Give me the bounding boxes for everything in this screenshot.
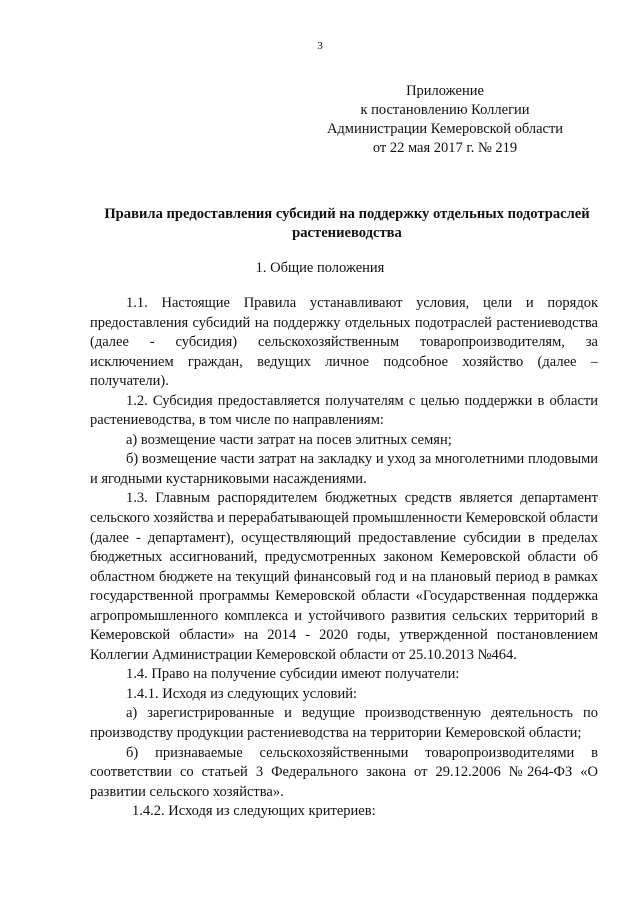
appendix-line: Администрации Кемеровской области <box>326 121 564 137</box>
paragraph: а) возмещение части затрат на посев элитных семян; <box>126 431 452 448</box>
document-body <box>90 294 598 822</box>
paragraph: 1.4. Право на получение субсидии имеют получатели: <box>126 666 460 683</box>
paragraph: 1.3. Главным распорядителем бюджетных средств является департамент сельского хозяйства и перерабатывающей промышленности Кемеровской области (далее - департамент), осуществляющий предоставление субсидии в пределах бюджетных ассигнований, предусмотренных законом Кемеровской области об областном бюджете на текущий финансовый год и на плановый период в рамках государственной программы Кемеровской области «Государственная поддержка агропромышленного комплекса и устойчивого развития сельских территорий в Кемеровской области» на 2014 - 2020 годы, утвержденной постановлением Коллегии Администрации Кемеровской области от 25.10.2013 №464. <box>90 490 598 663</box>
paragraph: 1.2. Субсидия предоставляется получателям с целью поддержки в области растениеводства, в том числе по направлениям: <box>90 392 598 429</box>
paragraph: б) признаваемые сельскохозяйственными товаропроизводителями в соответствии со статьей 3 Федерального закона от 29.12.2006 №264-ФЗ «О развитии сельского хозяйства». <box>90 744 598 800</box>
title-line: Правила предоставления субсидий на поддержку отдельных подотраслей <box>104 206 590 222</box>
appendix-line: Приложение <box>406 83 484 99</box>
page-number: 3 <box>317 40 323 52</box>
section-heading: 1. Общие положения <box>255 260 385 276</box>
paragraph: 1.4.1. Исходя из следующих условий: <box>126 685 358 702</box>
paragraph: 1.1. Настоящие Правила устанавливают условия, цели и порядок предоставления субсидий на поддержку отдельных подотраслей растениеводства (далее - субсидия) сельскохозяйственным товаропроизводителям, за исключением граждан, ведущих личное подсобное хозяйство (далее – получатели). <box>90 295 598 390</box>
appendix-line: от 22 мая 2017 г. № 219 <box>372 140 518 156</box>
appendix-block <box>300 82 590 158</box>
title-line: растениеводства <box>292 225 402 241</box>
paragraph: 1.4.2. Исходя из следующих критериев: <box>132 803 376 820</box>
paragraph: б) возмещение части затрат на закладку и уход за многолетними плодовыми и ягодными кустарниковыми насаждениями. <box>90 451 598 487</box>
paragraph: а) зарегистрированные и ведущие производственную деятельность по производству продукции растениеводства на территории Кемеровской области; <box>90 705 598 742</box>
appendix-line: к постановлению Коллегии <box>360 102 530 118</box>
document-title <box>90 205 604 243</box>
